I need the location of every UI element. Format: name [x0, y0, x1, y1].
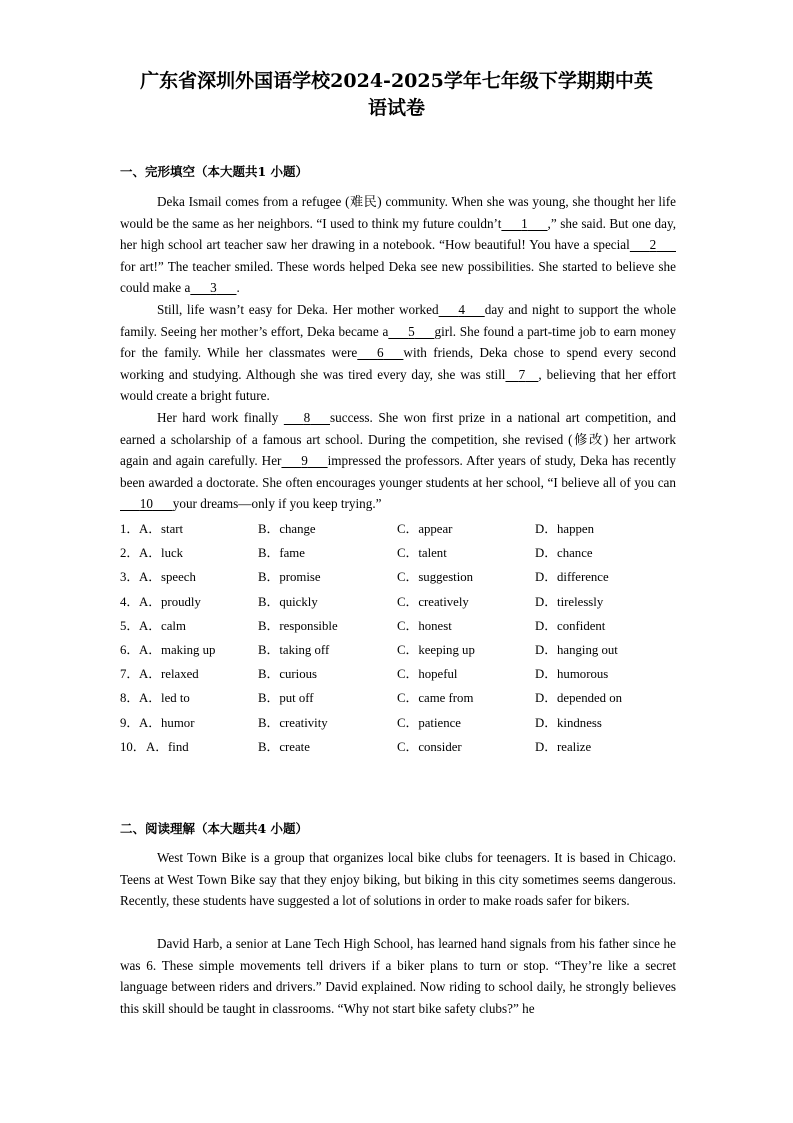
blank-2: 2 [649, 237, 657, 252]
option-d: D．chance [535, 546, 593, 561]
cloze-paragraph-3: Her hard work finally 8 success. She won first prize in a national art competition, and earned a scholarship of a famous art school. During the competition, she revised (修改) her artwork again and again carefully. Her 9 impressed the professors. After years of study, Deka has recently been awarded a doctorate. She often encourages younger students at her school, “I believe all of you can 10 your dreams—only if you keep trying.” [120, 407, 676, 515]
option-a: A．calm [139, 618, 186, 633]
page-title [100, 68, 693, 122]
option-d: D．difference [535, 570, 609, 585]
option-d: D．happen [535, 522, 594, 536]
option-c: C．hopeful [397, 667, 458, 682]
option-b: B．creativity [258, 715, 328, 730]
question-number: 7． [120, 667, 140, 682]
question-number: 4． [120, 594, 140, 609]
question-row [120, 687, 680, 711]
question-row [120, 639, 680, 663]
option-d: D．confident [535, 618, 606, 633]
option-c: C．patience [397, 715, 461, 730]
option-c: C．talent [397, 546, 447, 561]
option-c: C．consider [397, 739, 462, 754]
option-a: A．speech [139, 570, 196, 585]
option-d: D．depended on [535, 691, 623, 706]
cloze-paragraph-1: Deka Ismail comes from a refugee (难民) community. When she was young, she thought her life would be the same as her neighbors. “I used to think my future couldn’t 1 ,” she said. But one day, her high school art teacher saw her drawing in a notebook. “How beautiful! You have a special 2 for art!” The teacher smiled. These words helped Deka see new possibilities. She started to believe she could make a 3 . [120, 191, 676, 299]
question-number: 2． [120, 546, 140, 561]
question-row [120, 615, 680, 639]
question-number: 8． [120, 691, 140, 706]
option-b: B．change [258, 522, 316, 536]
blank-7: 7 [518, 366, 526, 382]
option-b: B．fame [258, 546, 305, 561]
question-number: 5． [120, 618, 140, 633]
question-number: 3． [120, 570, 140, 585]
option-d: D．hanging out [535, 642, 618, 657]
option-c: C．suggestion [397, 570, 474, 585]
option-c: C．appear [397, 522, 453, 536]
cloze-paragraph-2: Still, life wasn’t easy for Deka. Her mother worked 4 day and night to support the whole family. Seeing her mother’s effort, Deka became a 5 girl. She found a part-time job to earn money for the family. While her classmates were 6 with friends, Deka chose to spend every second working and studying. Although she was tired every day, she was still 7 , believing that her effort would create a bright future. [120, 299, 676, 407]
cloze-options [120, 518, 680, 760]
question-row [120, 566, 680, 590]
option-d: D．tirelessly [535, 594, 604, 609]
option-b: B．curious [258, 667, 318, 682]
option-b: B．quickly [258, 594, 318, 609]
option-b: B．taking off [258, 642, 330, 657]
blank-1: 1 [521, 215, 528, 231]
option-c: C．honest [397, 618, 452, 633]
question-number: 9． [120, 715, 140, 730]
question-row [120, 736, 680, 760]
section-heading-cloze: 一、完形填空（本大题共1 小题） [120, 164, 309, 179]
blank-5: 5 [408, 323, 415, 339]
option-a: A．start [139, 522, 184, 536]
blank-6: 6 [377, 345, 384, 360]
option-b: B．promise [258, 570, 321, 585]
title-line-2: 语试卷 [367, 97, 425, 119]
option-a: A．humor [139, 715, 195, 730]
question-number: 6． [120, 642, 140, 657]
option-a: A．find [146, 739, 189, 754]
title-line-1: 广东省深圳外国语学校2024-2025学年七年级下学期期中英 [140, 70, 653, 92]
reading-paragraph-2: David Harb, a senior at Lane Tech High School, has learned hand signals from his father since he was 6. These simple movements tell drivers if a biker plans to turn or stop. “They’re like a secret language between riders and drivers.” David explained. Now riding to school daily, he strongly believes this skill should be taught in classrooms. “Why not start bike safety clubs?” he [120, 936, 676, 1016]
question-row [120, 518, 680, 542]
option-a: A．led to [139, 691, 190, 706]
option-c: C．came from [397, 691, 474, 706]
option-c: C．keeping up [397, 642, 475, 657]
blank-3: 3 [210, 280, 217, 295]
option-b: B．responsible [258, 618, 338, 633]
option-d: D．realize [535, 739, 592, 754]
question-row [120, 663, 680, 687]
option-d: D．kindness [535, 715, 602, 730]
question-row [120, 542, 680, 566]
option-a: A．luck [139, 546, 184, 561]
question-number: 1． [120, 522, 140, 536]
section-heading-reading: 二、阅读理解（本大题共4 小题） [120, 821, 309, 836]
blank-10: 10 [139, 496, 153, 511]
option-a: A．making up [139, 642, 216, 657]
reading-paragraph-1: West Town Bike is a group that organizes local bike clubs for teenagers. It is based in Chicago. Teens at West Town Bike say that they enjoy biking, but biking in this city sometimes seems dangerous. Recently, these students have suggested a lot of solutions in order to make roads safer for bikers. [120, 850, 676, 908]
option-a: A．relaxed [139, 667, 199, 682]
blank-9: 9 [301, 453, 308, 468]
option-c: C．creatively [397, 594, 469, 609]
blank-8: 8 [303, 410, 311, 425]
option-a: A．proudly [139, 594, 201, 609]
option-b: B．put off [258, 691, 314, 706]
option-b: B．create [258, 739, 310, 754]
question-number: 10． [120, 739, 146, 754]
question-row [120, 591, 680, 615]
question-row [120, 712, 680, 736]
blank-4: 4 [458, 302, 465, 317]
option-d: D．humorous [535, 667, 609, 682]
